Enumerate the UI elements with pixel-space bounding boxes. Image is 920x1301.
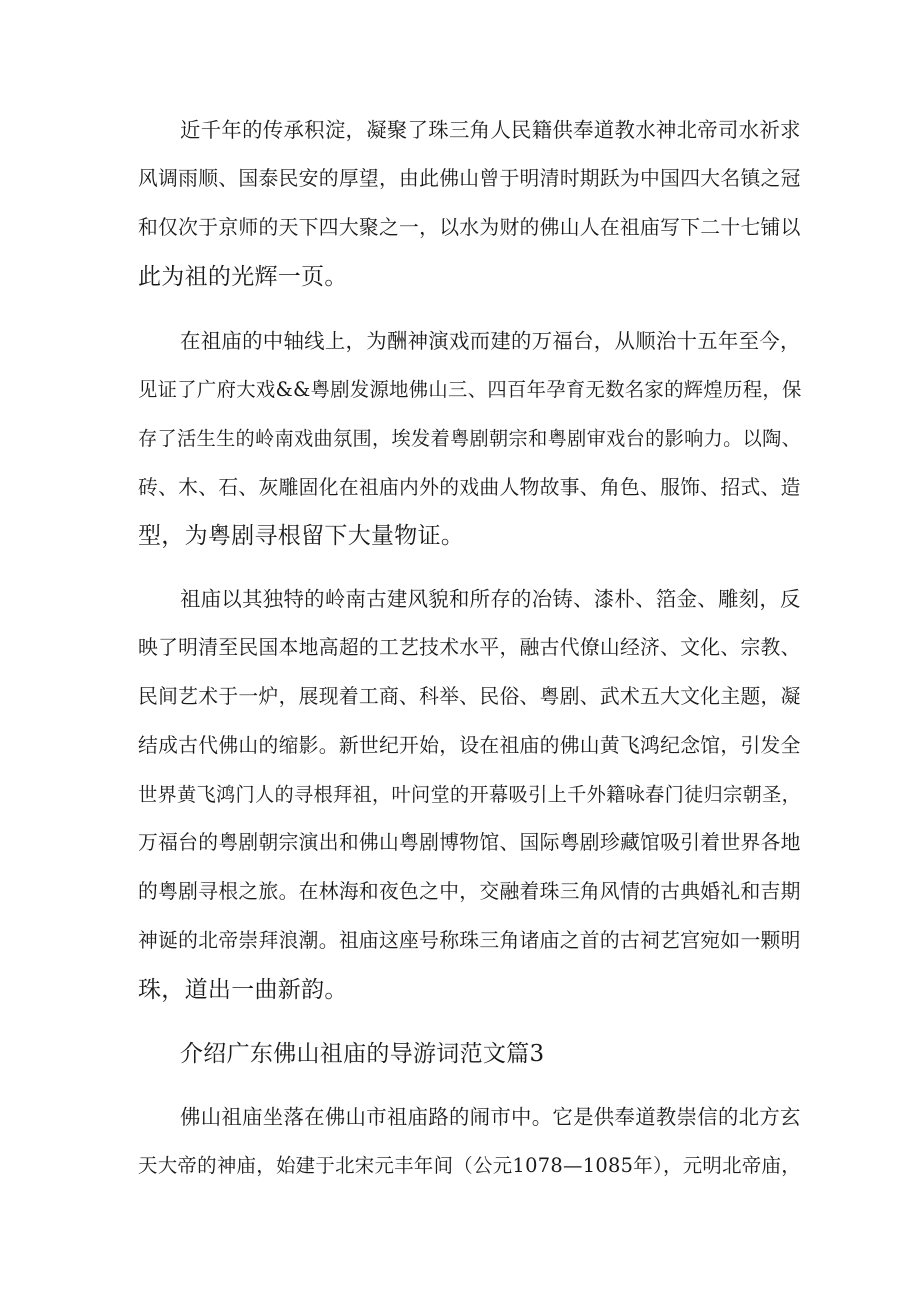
paragraph-line: 佛山祖庙坐落在佛山市祖庙路的闹市中。它是供奉道教崇信的北方玄 [180, 1105, 801, 1129]
paragraph-line: 民间艺术于一炉，展现着工商、科举、民俗、粤剧、武术五大文化主题，凝 [138, 685, 801, 708]
paragraph-line: 万福台的粤剧朝宗演出和佛山粤剧博物馆、国际粤剧珍藏馆吸引着世界各地 [138, 831, 801, 854]
paragraph-line: 此为祖的光辉一页。 [138, 264, 348, 290]
paragraph-line: 砖、木、石、灰雕固化在祖庙内外的戏曲人物故事、角色、服饰、招式、造 [138, 476, 801, 499]
paragraph-line: 世界黄飞鸿门人的寻根拜祖，叶问堂的开幕吸引上千外籍咏春门徒归宗朝圣， [138, 783, 802, 806]
paragraph-line: 在祖庙的中轴线上，为酬神演戏而建的万福台，从顺治十五年至今， [180, 329, 801, 353]
paragraph-line: 存了活生生的岭南戏曲氛围，埃发着粤剧朝宗和粤剧审戏台的影响力。以陶、 [138, 427, 802, 450]
paragraph-line: 祖庙以其独特的岭南古建风貌和所存的冶铸、漆朴、箔金、雕刻，反 [180, 587, 801, 611]
paragraph-line: 映了明清至民国本地高超的工艺技术水平，融古代僚山经济、文化、宗教、 [138, 636, 801, 659]
paragraph-line: 见证了广府大戏&&粤剧发源地佛山三、四百年孕育无数名家的辉煌历程，保 [138, 378, 802, 401]
paragraph-line: 风调雨顺、国泰民安的厚望，由此佛山曾于明清时期跃为中国四大名镇之冠 [138, 167, 801, 190]
paragraph-line: 结成古代佛山的缩影。新世纪开始，设在祖庙的佛山黄飞鸿纪念馆，引发全 [138, 734, 801, 757]
paragraph-line: 型，为粤剧寻根留下大量物证。 [138, 523, 465, 549]
paragraph-line: 珠，道出一曲新韵。 [138, 977, 348, 1003]
paragraph-line: 的粤剧寻根之旅。在林海和夜色之中，交融着珠三角风情的古典婚礼和吉期 [138, 880, 801, 903]
paragraph-line: 天大帝的神庙，始建于北宋元丰年间（公元1078—1085年），元明北帝庙， [138, 1154, 801, 1177]
section-heading: 介绍广东佛山祖庙的导游词范文篇3 [180, 1041, 545, 1067]
paragraph-line: 近千年的传承积淀，凝聚了珠三角人民籍供奉道教水神北帝司水祈求 [180, 118, 801, 142]
paragraph-line: 神诞的北帝崇拜浪潮。祖庙这座号称珠三角诸庙之首的古祠艺宫宛如一颗明 [138, 929, 801, 952]
paragraph-line: 和仅次于京师的天下四大聚之一，以水为财的佛山人在祖庙写下二十七铺以 [138, 216, 801, 239]
